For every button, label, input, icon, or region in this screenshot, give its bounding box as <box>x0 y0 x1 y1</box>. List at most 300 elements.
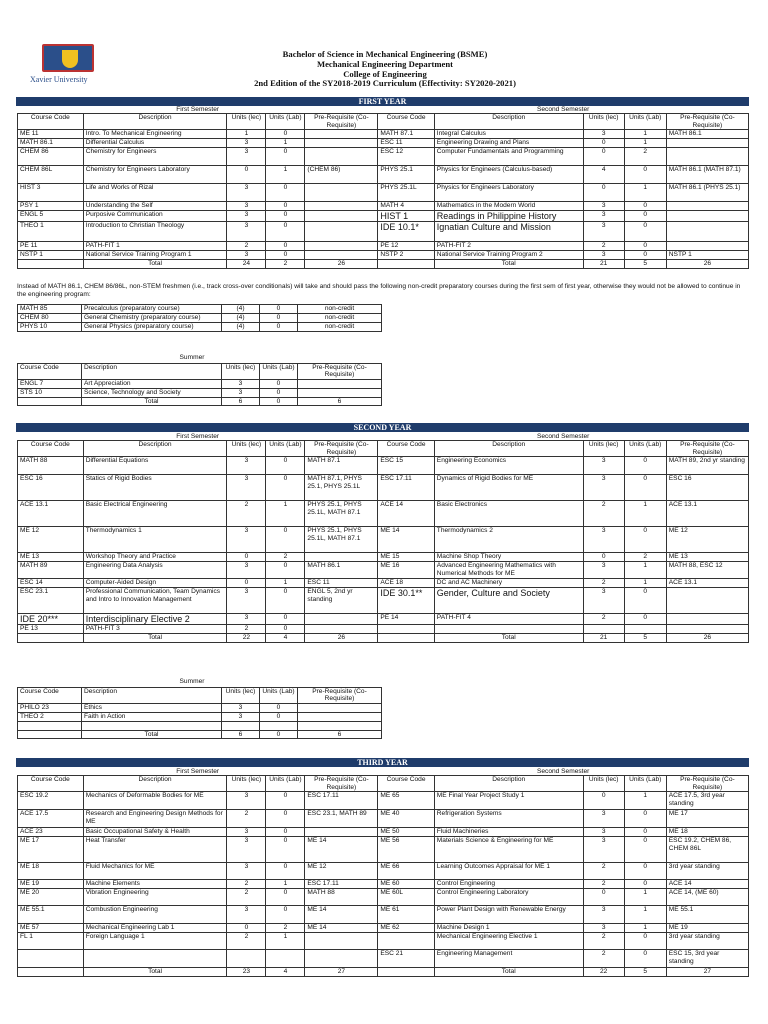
total-label: Total <box>82 730 222 738</box>
total-value: 4 <box>266 634 305 642</box>
table-cell: 0 <box>227 579 266 588</box>
table-row <box>18 625 749 634</box>
table-cell <box>583 625 624 634</box>
total-value: 26 <box>305 634 378 642</box>
table-cell: 0 <box>624 588 666 614</box>
table-cell <box>18 950 84 968</box>
table-cell: 1 <box>624 924 666 933</box>
table-cell: ME 61 <box>378 906 434 924</box>
table-cell: 3 <box>583 906 624 924</box>
table-cell: 0 <box>266 242 305 251</box>
table-cell: ESC 21 <box>378 950 434 968</box>
table-cell: 0 <box>227 924 266 933</box>
table-cell: Readings in Philippine History <box>434 211 583 222</box>
university-seal-icon <box>42 44 94 72</box>
column-header: Pre-Requisite (Co-Requisite) <box>298 688 382 704</box>
table-cell: 0 <box>624 527 666 553</box>
table-cell: Heat Transfer <box>83 837 227 863</box>
second-year-table <box>17 433 749 643</box>
table-cell: Workshop Theory and Practice <box>83 553 227 562</box>
table-cell: Basic Electronics <box>434 501 583 527</box>
table-cell: 0 <box>624 475 666 501</box>
table-cell: 1 <box>266 880 305 889</box>
total-value: 23 <box>227 968 266 976</box>
table-cell <box>378 260 434 268</box>
table-cell: 0 <box>583 889 624 906</box>
table-cell: Ethics <box>82 703 222 712</box>
semester-row <box>18 433 749 441</box>
table-cell: 0 <box>260 305 298 314</box>
total-row <box>18 634 749 642</box>
column-header: Units (lec) <box>583 776 624 792</box>
table-row <box>18 202 749 211</box>
table-cell: Combustion Engineering <box>83 906 227 924</box>
table-cell: ACE 13.1 <box>666 579 748 588</box>
table-cell: Art Appreciation <box>82 379 222 388</box>
total-value: 4 <box>266 968 305 976</box>
column-header-row <box>18 114 749 130</box>
table-cell: 3 <box>222 703 260 712</box>
table-cell: 3 <box>227 139 266 148</box>
table-cell: ME 18 <box>666 828 748 837</box>
table-row <box>18 588 749 614</box>
table-cell: Mechanical Engineering Elective 1 <box>434 933 583 950</box>
table-cell: 3 <box>583 562 624 579</box>
table-cell: 0 <box>583 553 624 562</box>
table-cell: Physics for Engineers Laboratory <box>434 184 583 202</box>
table-cell: 2 <box>227 501 266 527</box>
table-cell: ME 20 <box>18 889 84 906</box>
table-row <box>18 712 382 721</box>
table-cell: 2 <box>583 933 624 950</box>
table-cell: HIST 1 <box>378 211 434 222</box>
table-cell: 3 <box>227 184 266 202</box>
table-cell: PE 13 <box>18 625 84 634</box>
table-cell: Basic Occupational Safety & Health <box>83 828 227 837</box>
table-cell: ACE 17.5, 3rd year standing <box>666 792 748 810</box>
table-cell: ACE 14 <box>378 501 434 527</box>
table-cell: 3 <box>583 211 624 222</box>
column-header: Units (Lab) <box>260 688 298 704</box>
table-cell: 1 <box>266 579 305 588</box>
table-cell: MATH 4 <box>378 202 434 211</box>
first-year-summer-table <box>17 363 382 406</box>
column-header: Units (Lab) <box>624 114 666 130</box>
table-cell: Mathematics in the Modern World <box>434 202 583 211</box>
table-cell: 3 <box>583 828 624 837</box>
second-semester-label: Second Semester <box>536 768 590 775</box>
table-cell <box>666 139 748 148</box>
university-name: Xavier University <box>30 75 88 84</box>
table-row <box>18 553 749 562</box>
table-cell: IDE 20*** <box>18 614 84 625</box>
table-cell <box>305 950 378 968</box>
table-cell: 3 <box>222 379 260 388</box>
column-header: Course Code <box>378 114 434 130</box>
table-cell: CHEM 80 <box>18 314 82 323</box>
column-header: Course Code <box>18 688 82 704</box>
table-cell: 2 <box>583 242 624 251</box>
table-cell: ESC 11 <box>305 579 378 588</box>
table-cell: 0 <box>266 184 305 202</box>
total-label: Total <box>83 968 227 976</box>
table-cell: MATH 87.1, PHYS 25.1, PHYS 25.1L <box>305 475 378 501</box>
table-row <box>18 305 382 314</box>
table-cell: ME 62 <box>378 924 434 933</box>
table-cell: 0 <box>624 950 666 968</box>
table-cell: 0 <box>266 457 305 475</box>
table-row <box>18 388 382 397</box>
table-cell: Control Engineering Laboratory <box>434 889 583 906</box>
table-cell: Professional Communication, Team Dynamics and Intro to Innovation Management <box>83 588 227 614</box>
table-cell <box>305 828 378 837</box>
table-cell: ME 17 <box>666 810 748 828</box>
table-cell: 3 <box>227 251 266 260</box>
column-header: Units (lec) <box>222 364 260 380</box>
table-cell: ESC 12 <box>378 148 434 166</box>
table-cell: 0 <box>266 810 305 828</box>
table-cell: Life and Works of Rizal <box>83 184 227 202</box>
table-cell <box>260 721 298 730</box>
table-cell: Introduction to Christian Theology <box>83 222 227 242</box>
table-cell: MATH 88 <box>18 457 84 475</box>
table-row <box>18 166 749 184</box>
column-header: Course Code <box>378 776 434 792</box>
total-value: 24 <box>227 260 266 268</box>
table-cell: Differential Equations <box>83 457 227 475</box>
table-cell: 3 <box>222 712 260 721</box>
table-cell: non-credit <box>298 314 382 323</box>
total-label: Total <box>83 634 227 642</box>
total-label: Total <box>434 260 583 268</box>
column-header: Course Code <box>18 441 84 457</box>
second-year-summer-title: Summer <box>179 678 205 685</box>
table-cell: Thermodynamics 1 <box>83 527 227 553</box>
table-cell: PATH-FIT 4 <box>434 614 583 625</box>
table-cell: 0 <box>266 792 305 810</box>
table-cell: PHYS 10 <box>18 323 82 332</box>
table-cell: 0 <box>266 828 305 837</box>
table-cell <box>666 614 748 625</box>
table-row <box>18 863 749 880</box>
total-value: 6 <box>298 397 382 405</box>
table-row <box>18 792 749 810</box>
table-cell: 2 <box>227 625 266 634</box>
table-cell: 0 <box>624 211 666 222</box>
table-cell: NSTP 2 <box>378 251 434 260</box>
table-cell <box>305 148 378 166</box>
table-cell: 3 <box>227 614 266 625</box>
table-cell: Faith in Action <box>82 712 222 721</box>
total-label: Total <box>434 968 583 976</box>
table-cell: ME 13 <box>666 553 748 562</box>
table-cell: 2 <box>583 579 624 588</box>
table-cell: ME 50 <box>378 828 434 837</box>
table-cell <box>83 950 227 968</box>
table-cell: 2 <box>583 614 624 625</box>
table-cell: 2 <box>227 880 266 889</box>
table-row <box>18 501 749 527</box>
first-year-heading: FIRST YEAR <box>16 97 749 106</box>
table-cell: 3 <box>227 588 266 614</box>
column-header: Description <box>83 441 227 457</box>
table-cell: ME 57 <box>18 924 84 933</box>
table-row <box>18 562 749 579</box>
table-cell: Machine Shop Theory <box>434 553 583 562</box>
table-cell: Fluid Mechanics for ME <box>83 863 227 880</box>
table-cell: 0 <box>266 475 305 501</box>
table-cell: (CHEM 86) <box>305 166 378 184</box>
department-title: Mechanical Engineering Department <box>316 58 454 69</box>
table-cell <box>666 148 748 166</box>
table-cell: ENGL 7 <box>18 379 82 388</box>
total-value: 0 <box>260 730 298 738</box>
table-cell: PHYS 25.1L <box>378 184 434 202</box>
table-cell: 0 <box>624 457 666 475</box>
table-cell: 3 <box>227 148 266 166</box>
table-cell: 3 <box>583 202 624 211</box>
table-cell <box>378 625 434 634</box>
table-cell: Thermodynamics 2 <box>434 527 583 553</box>
column-header: Pre-Requisite (Co-Requisite) <box>305 776 378 792</box>
table-cell: 0 <box>624 933 666 950</box>
total-value: 27 <box>305 968 378 976</box>
total-value: 26 <box>305 260 378 268</box>
table-cell: 0 <box>583 792 624 810</box>
table-cell <box>18 968 84 976</box>
table-row <box>18 211 749 222</box>
table-cell: 3rd year standing <box>666 863 748 880</box>
table-cell: PSY 1 <box>18 202 84 211</box>
table-cell: NSTP 1 <box>666 251 748 260</box>
table-row <box>18 475 749 501</box>
table-cell: ME 14 <box>305 837 378 863</box>
table-cell: ME 14 <box>378 527 434 553</box>
table-cell: 0 <box>266 211 305 222</box>
table-cell: ME 66 <box>378 863 434 880</box>
table-row <box>18 906 749 924</box>
table-cell: 3 <box>583 475 624 501</box>
table-cell: 3 <box>583 924 624 933</box>
table-cell: Engineering Management <box>434 950 583 968</box>
first-semester-label: First Semester <box>176 768 220 775</box>
table-cell <box>378 968 434 976</box>
curriculum-edition: 2nd Edition of the SY2018-2019 Curriculum (Effectivity: SY2020-2021) <box>254 78 516 89</box>
table-cell: 3 <box>583 130 624 139</box>
column-header: Course Code <box>18 114 84 130</box>
table-cell: 1 <box>624 579 666 588</box>
second-semester-label: Second Semester <box>536 433 590 440</box>
table-cell: 2 <box>583 950 624 968</box>
table-cell: 1 <box>266 933 305 950</box>
table-cell: ME 17 <box>18 837 84 863</box>
table-cell: 2 <box>583 880 624 889</box>
table-cell: 0 <box>266 906 305 924</box>
total-value: 2 <box>266 260 305 268</box>
total-value: 22 <box>583 968 624 976</box>
table-cell: General Physics (preparatory course) <box>82 323 222 332</box>
total-value: 6 <box>222 730 260 738</box>
table-cell: 0 <box>624 222 666 242</box>
table-cell: IDE 10.1* <box>378 222 434 242</box>
table-cell: MATH 88 <box>305 889 378 906</box>
second-year-summer-table <box>17 687 382 739</box>
table-cell <box>18 260 84 268</box>
table-row <box>18 703 382 712</box>
table-cell: ME 12 <box>666 527 748 553</box>
table-cell: PATH-FIT 1 <box>83 242 227 251</box>
table-row <box>18 314 382 323</box>
table-cell: Materials Science & Engineering for ME <box>434 837 583 863</box>
table-cell: ME 40 <box>378 810 434 828</box>
table-cell <box>666 202 748 211</box>
table-cell: ACE 23 <box>18 828 84 837</box>
table-cell: 3 <box>227 906 266 924</box>
table-cell: PHYS 25.1 <box>378 166 434 184</box>
total-label: Total <box>434 634 583 642</box>
table-cell: 3 <box>583 222 624 242</box>
total-row <box>18 260 749 268</box>
table-cell: 0 <box>624 202 666 211</box>
table-cell: ME 11 <box>18 130 84 139</box>
table-cell: 3 <box>583 837 624 863</box>
college-title: College of Engineering <box>343 68 427 79</box>
table-cell: 3 <box>227 562 266 579</box>
table-cell: Engineering Data Analysis <box>83 562 227 579</box>
semester-row <box>18 768 749 776</box>
column-header: Course Code <box>18 776 84 792</box>
table-row <box>18 242 749 251</box>
table-cell: Mechanics of Deformable Bodies for ME <box>83 792 227 810</box>
table-cell: ME 16 <box>378 562 434 579</box>
total-label: Total <box>83 260 227 268</box>
table-cell: PHILO 23 <box>18 703 82 712</box>
table-cell: ESC 17.11 <box>305 880 378 889</box>
table-cell: 3 <box>583 251 624 260</box>
first-year-summer-title: Summer <box>179 354 205 361</box>
table-cell: Mechanical Engineering Lab 1 <box>83 924 227 933</box>
column-header: Units (Lab) <box>266 776 305 792</box>
table-cell: 0 <box>624 614 666 625</box>
table-cell: 3 <box>227 211 266 222</box>
table-cell: ESC 19.2 <box>18 792 84 810</box>
table-row <box>18 148 749 166</box>
second-semester-label: Second Semester <box>536 106 590 113</box>
preparatory-courses-table <box>17 304 382 332</box>
table-cell: 2 <box>266 553 305 562</box>
table-cell: THEO 1 <box>18 222 84 242</box>
table-cell <box>298 379 382 388</box>
table-cell: PHYS 25.1, PHYS 25.1L, MATH 87.1 <box>305 527 378 553</box>
table-cell: PHYS 25.1, PHYS 25.1L, MATH 87.1 <box>305 501 378 527</box>
table-cell: MATH 89 <box>18 562 84 579</box>
column-header: Units (Lab) <box>266 441 305 457</box>
second-year-heading: SECOND YEAR <box>16 423 749 432</box>
table-cell <box>305 625 378 634</box>
column-header: Description <box>83 114 227 130</box>
table-cell: 1 <box>624 184 666 202</box>
table-cell <box>666 242 748 251</box>
table-cell: CHEM 86L <box>18 166 84 184</box>
table-cell: 3 <box>227 863 266 880</box>
table-row <box>18 222 749 242</box>
table-cell: 1 <box>624 139 666 148</box>
column-header: Pre-Requisite (Co-Requisite) <box>305 114 378 130</box>
table-cell: (4) <box>222 314 260 323</box>
table-cell: 0 <box>266 222 305 242</box>
table-cell: ME 15 <box>378 553 434 562</box>
total-value: 26 <box>666 634 748 642</box>
table-cell <box>266 950 305 968</box>
column-header-row <box>18 441 749 457</box>
table-cell: 3 <box>227 792 266 810</box>
table-cell: 0 <box>624 242 666 251</box>
column-header: Description <box>82 688 222 704</box>
table-row <box>18 457 749 475</box>
table-cell: 0 <box>260 379 298 388</box>
table-cell: ENGL 5 <box>18 211 84 222</box>
table-cell: Fluid Machineries <box>434 828 583 837</box>
table-cell: Power Plant Design with Renewable Energy <box>434 906 583 924</box>
table-cell: 0 <box>227 553 266 562</box>
table-cell: ACE 14, (ME 60) <box>666 889 748 906</box>
table-cell: ME 12 <box>305 863 378 880</box>
table-cell: ME 65 <box>378 792 434 810</box>
table-row <box>18 933 749 950</box>
table-cell <box>305 222 378 242</box>
table-cell: 0 <box>624 828 666 837</box>
table-cell: 1 <box>624 906 666 924</box>
table-cell: 1 <box>624 889 666 906</box>
table-cell: Refrigeration Systems <box>434 810 583 828</box>
table-cell: 3 <box>583 588 624 614</box>
table-cell <box>305 553 378 562</box>
table-cell: MATH 86.1 <box>666 130 748 139</box>
table-cell <box>18 730 82 738</box>
table-cell: MATH 87.1 <box>305 457 378 475</box>
table-cell <box>18 634 84 642</box>
table-cell: STS 10 <box>18 388 82 397</box>
table-cell: 1 <box>624 130 666 139</box>
table-cell: Engineering Drawing and Plans <box>434 139 583 148</box>
total-value: 26 <box>666 260 748 268</box>
table-cell <box>305 251 378 260</box>
table-row <box>18 889 749 906</box>
column-header: Pre-Requisite (Co-Requisite) <box>298 364 382 380</box>
table-cell: ME Final Year Project Study 1 <box>434 792 583 810</box>
table-cell: 0 <box>266 863 305 880</box>
column-header: Pre-Requisite (Co-Requisite) <box>666 776 748 792</box>
table-cell: 1 <box>624 792 666 810</box>
table-row <box>18 924 749 933</box>
table-cell: 3 <box>583 457 624 475</box>
table-cell: 1 <box>266 166 305 184</box>
column-header: Units (lec) <box>227 114 266 130</box>
total-value: 5 <box>624 968 666 976</box>
table-cell: 0 <box>624 810 666 828</box>
table-cell: Computer-Aided Design <box>83 579 227 588</box>
table-cell: 2 <box>624 553 666 562</box>
table-cell <box>82 721 222 730</box>
column-header: Description <box>83 776 227 792</box>
table-cell: 3 <box>222 388 260 397</box>
preparatory-note: Instead of MATH 86.1, CHEM 86/86L, non-STEM freshmen (i.e., track cross-over conditionals) will take and should pass the following non-credit preparatory courses during the first sem of first year, otherwise they would not be allowed to continue in the engineering program: <box>17 283 741 298</box>
table-cell: National Service Training Program 2 <box>434 251 583 260</box>
column-header: Description <box>434 441 583 457</box>
column-header: Units (Lab) <box>624 776 666 792</box>
table-cell: HIST 3 <box>18 184 84 202</box>
table-cell: 3 <box>227 202 266 211</box>
